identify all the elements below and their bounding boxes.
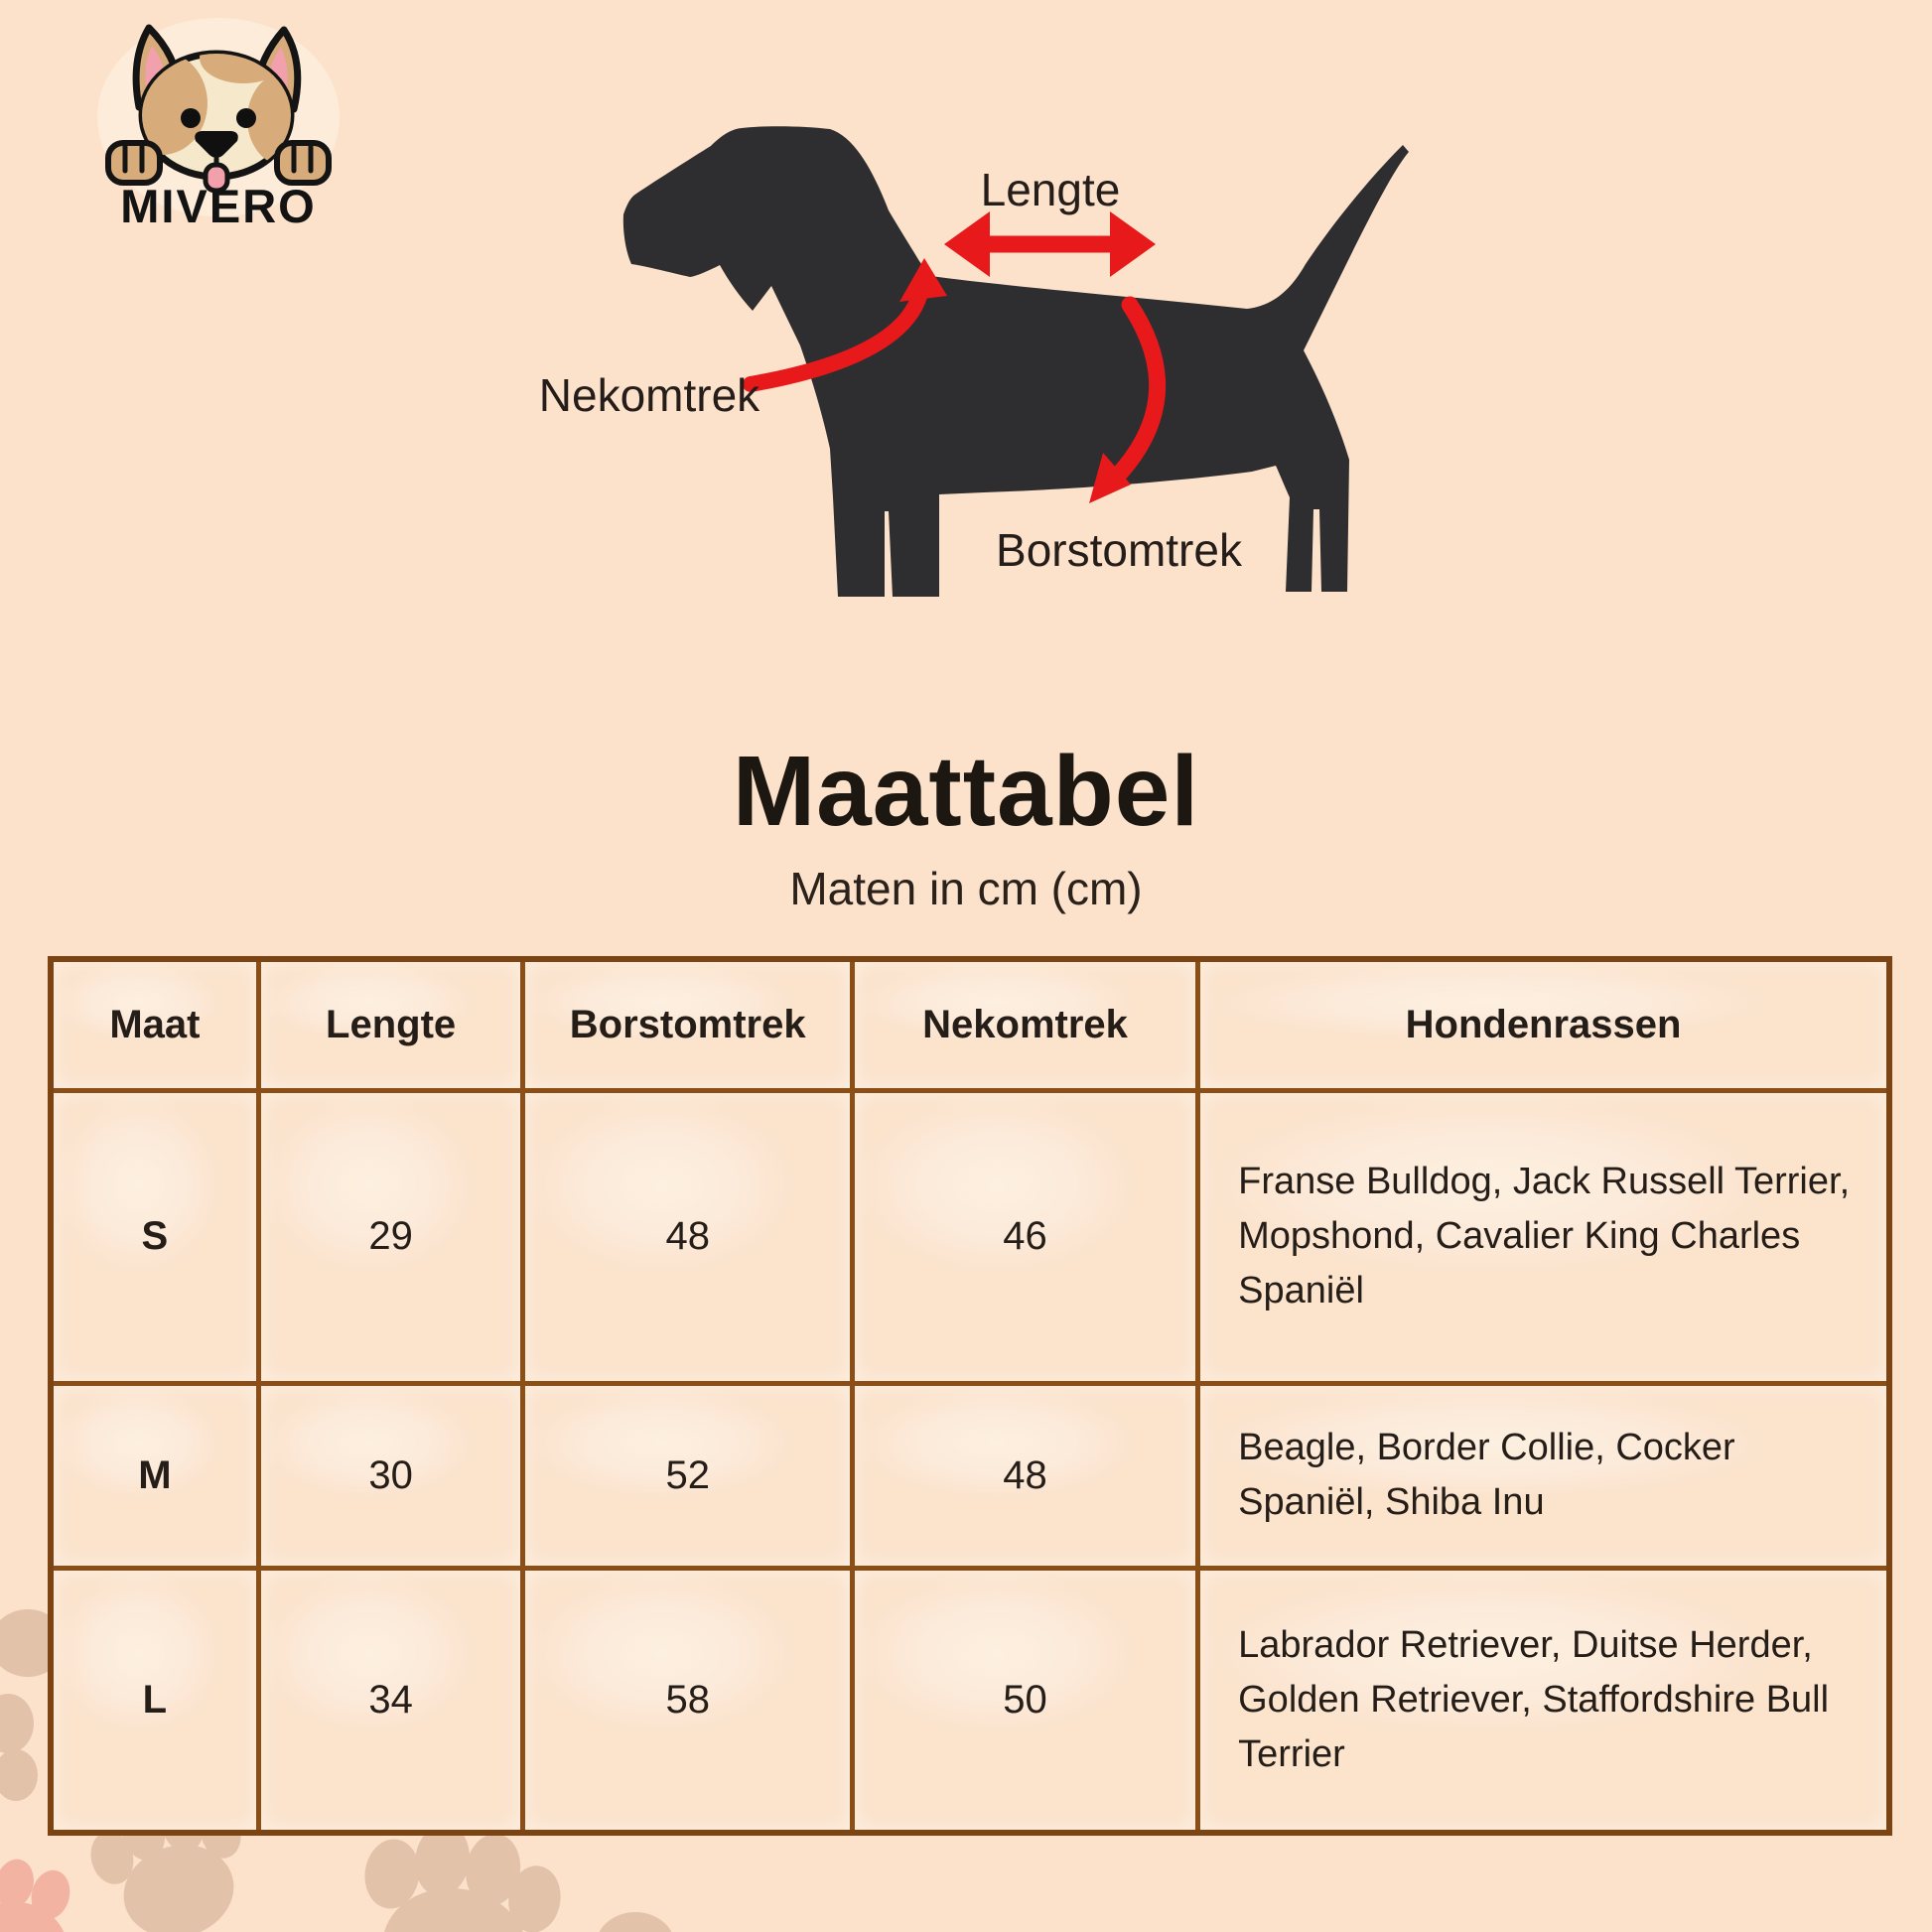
cell-lengte-s: 29 [258, 1090, 523, 1383]
cell-maat-m: M [51, 1383, 258, 1568]
cell-nekomtrek-s: 46 [852, 1090, 1197, 1383]
label-lengte: Lengte [980, 164, 1121, 215]
header-nekomtrek: Nekomtrek [852, 959, 1197, 1090]
size-table [48, 956, 1892, 1836]
brand-logo [94, 16, 343, 232]
cell-nekomtrek-l: 50 [852, 1568, 1197, 1833]
length-double-arrow-icon [944, 211, 1156, 277]
label-nekomtrek: Nekomtrek [538, 369, 760, 421]
page-subtitle: Maten in cm (cm) [789, 863, 1143, 914]
cell-lengte-l: 34 [258, 1568, 523, 1833]
measurement-diagram [397, 79, 1489, 616]
logo-dog-icon [108, 28, 329, 191]
cell-nekomtrek-m: 48 [852, 1383, 1197, 1568]
paw-print-pink [0, 1852, 86, 1932]
table-header-row [51, 959, 1889, 1090]
header-borstomtrek: Borstomtrek [523, 959, 853, 1090]
cell-maat-s: S [51, 1090, 258, 1383]
cell-borstomtrek-m: 52 [523, 1383, 853, 1568]
cell-hondenrassen-m: Beagle, Border Collie, Cocker Spaniël, Shiba Inu [1198, 1383, 1889, 1568]
table-row-size-s [51, 1090, 1889, 1383]
page-title: Maattabel [732, 736, 1200, 847]
label-borstomtrek: Borstomtrek [996, 524, 1242, 576]
brand-name: MIVERO [120, 180, 317, 232]
cell-borstomtrek-l: 58 [523, 1568, 853, 1833]
header-lengte: Lengte [258, 959, 523, 1090]
cell-lengte-m: 30 [258, 1383, 523, 1568]
cell-hondenrassen-l: Labrador Retriever, Duitse Herder, Golden Retriever, Staffordshire Bull Terrier [1198, 1568, 1889, 1833]
header-hondenrassen: Hondenrassen [1198, 959, 1889, 1090]
cell-hondenrassen-s: Franse Bulldog, Jack Russell Terrier, Mopshond, Cavalier King Charles Spaniël [1198, 1090, 1889, 1383]
table-row-size-m [51, 1383, 1889, 1568]
cell-borstomtrek-s: 48 [523, 1090, 853, 1383]
cell-maat-l: L [51, 1568, 258, 1833]
table-row-size-l [51, 1568, 1889, 1833]
header-maat: Maat [51, 959, 258, 1090]
